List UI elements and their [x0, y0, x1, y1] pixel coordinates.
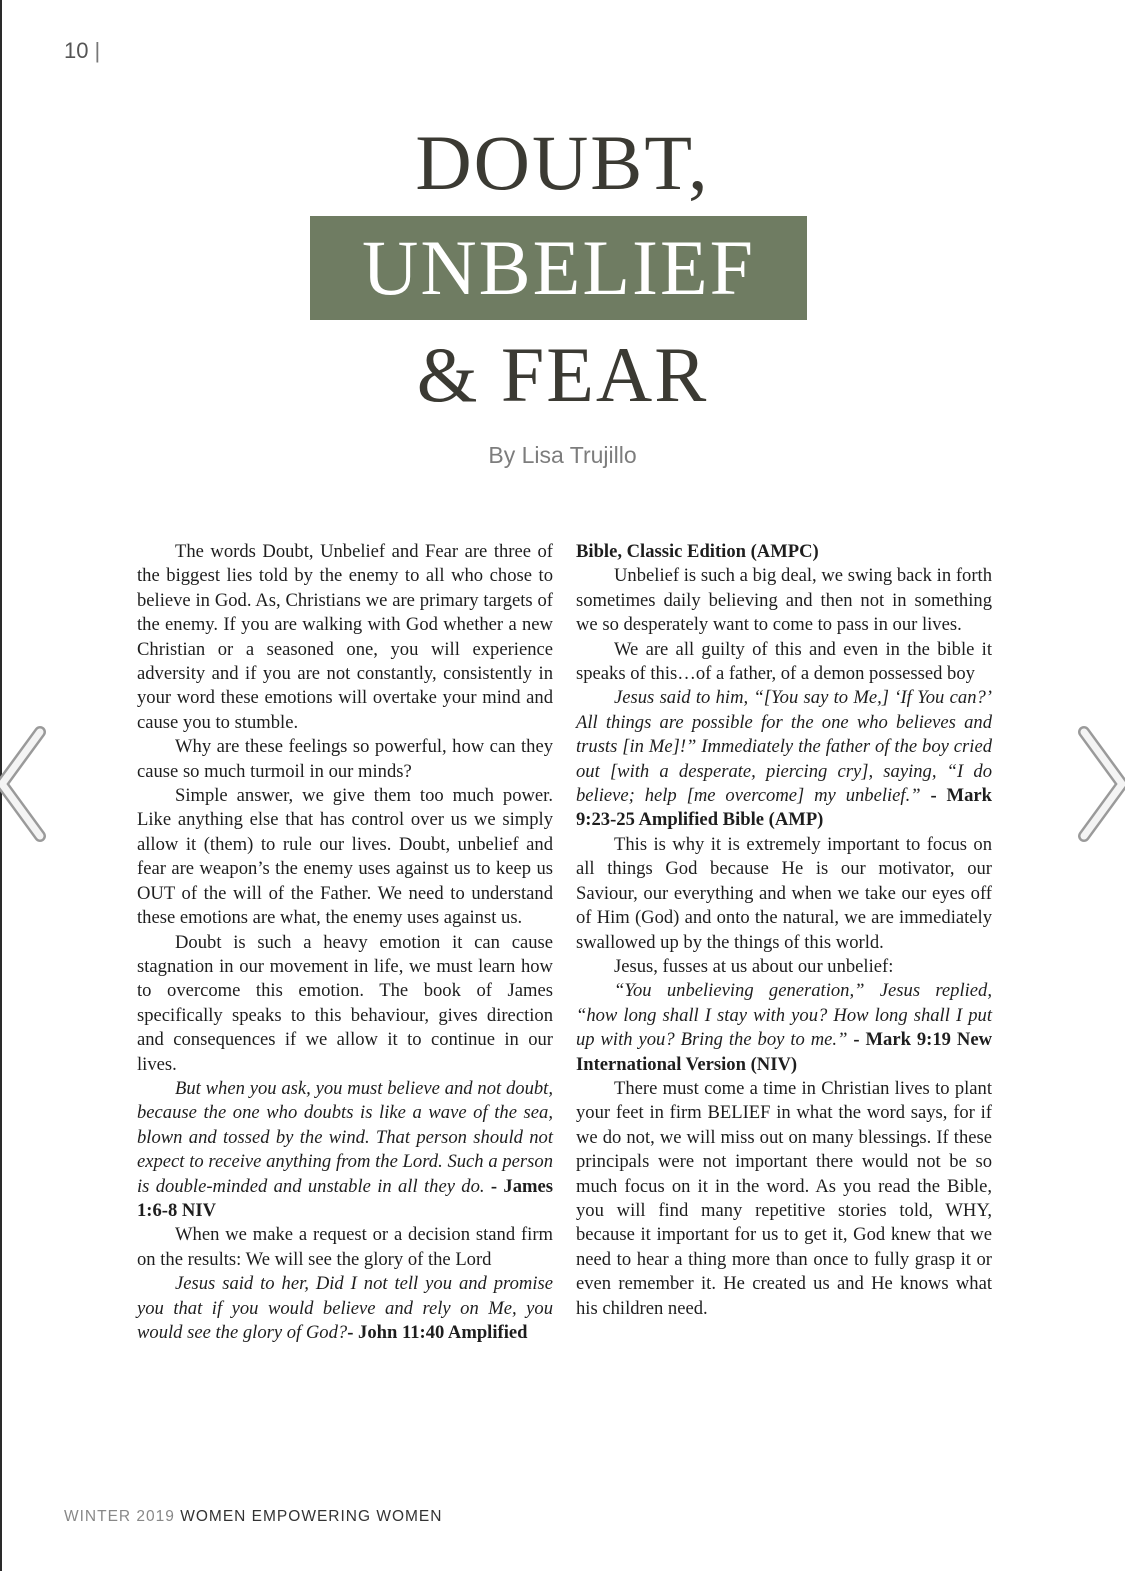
paragraph: This is why it is extremely important to focus on all things God because He is our motivator, our Saviour, our everything and when we take our eyes off of Him (God) and onto the natural, we are immediately swallowed up by the things of this world.: [576, 833, 992, 953]
page-number-value: 10: [64, 38, 89, 63]
article-column-right: [576, 540, 992, 1321]
article-title-line-2: UNBELIEF: [362, 224, 755, 311]
paragraph: Jesus, fusses at us about our unbelief:: [614, 955, 894, 977]
paragraph: When we make a request or a decision stand firm on the results: We will see the glory of the Lord: [137, 1224, 553, 1270]
quote-citation: - Mark 9:19 New International Version (NIV): [576, 1029, 992, 1075]
chevron-right-icon: [1070, 724, 1125, 844]
quote-citation: - Mark 9:23-25 Amplified Bible (AMP): [576, 785, 992, 831]
quote-text: Jesus said to her, Did I not tell you and promise you that if you would believe and rely on Me, you would see the glory of God?: [137, 1273, 553, 1343]
article-title-line-1: DOUBT,: [415, 119, 710, 206]
quote-citation: Bible, Classic Edition (AMPC): [576, 541, 819, 562]
quote-text: But when you ask, you must believe and not doubt, because the one who doubts is like a wave of the sea, blown and tossed by the wind. That person should not expect to receive anything from the Lord. Such a person is double-minded and unstable in all they do.: [137, 1077, 553, 1197]
page-number: [64, 38, 100, 64]
paragraph: Simple answer, we give them too much power. Like anything else that has control over us we simply allow it (them) to rule our lives. Doubt, unbelief and fear are weapon’s the enemy uses against us to keep us OUT of the will of the Father. We need to understand these emotions are what, the enemy uses against us.: [137, 785, 553, 929]
quote-text: “You unbelieving generation,” Jesus replied, “how long shall I stay with you? How long shall I put up with you? Bring the boy to me.”: [576, 980, 992, 1051]
chevron-left-icon: [0, 724, 54, 844]
quote-citation: - John 11:40 Amplified: [347, 1322, 528, 1343]
paragraph: The words Doubt, Unbelief and Fear are three of the biggest lies told by the enemy to all who chose to believe in God. As, Christians we are primary targets of the enemy. If you are walking with God whether a new Christian or a seasoned one, you will experience adversity and if you are not constantly, consistently in your word these emotions will overtake your mind and cause you to stumble.: [137, 541, 553, 733]
paragraph: Unbelief is such a big deal, we swing back in forth sometimes daily believing and then not in something we so desperately want to come to pass in our lives.: [576, 565, 992, 636]
quote-citation-continued: [576, 540, 992, 564]
scripture-quote: [137, 1077, 553, 1223]
page-number-separator: |: [94, 38, 101, 63]
author-byline: By Lisa Trujillo: [488, 442, 637, 468]
magazine-footer: [64, 1508, 442, 1526]
next-page-button[interactable]: [1070, 724, 1125, 844]
quote-citation: - James 1:6-8 NIV: [137, 1175, 553, 1221]
article-title-line-3: & FEAR: [416, 331, 709, 418]
footer-issue: WINTER 2019: [64, 1508, 181, 1525]
footer-magazine-name: WOMEN EMPOWERING WOMEN: [180, 1508, 443, 1525]
article-column-left: [137, 540, 553, 1345]
previous-page-button[interactable]: [0, 724, 54, 844]
paragraph: Why are these feelings so powerful, how can they cause so much turmoil in our minds?: [137, 736, 553, 782]
article-title-highlight-band: [310, 216, 807, 320]
scripture-quote: [576, 686, 992, 832]
paragraph: There must come a time in Christian lives to plant your feet in firm BELIEF in what the word says, for if we do not, we will miss out on many blessings. If these principals were not important there would not be so much focus on it in the word. As you read the Bible, you will find many repetitive stories told, WHY, because it important for us to get it, God knew that we need to hear a thing more than once to fully grasp it or even remember it. He created us and He knows what his children need.: [576, 1077, 992, 1319]
scripture-quote: [576, 979, 992, 1077]
paragraph: We are all guilty of this and even in the bible it speaks of this…of a father, of a demon possessed boy: [576, 638, 992, 685]
scripture-quote: [137, 1272, 553, 1345]
quote-text: Jesus said to him, “[You say to Me,] ‘If You can?’ All things are possible for the one who believes and trusts [in Me]!” Immediately the father of the boy cried out [with a desperate, piercing cry], saying, “I do believe; help [me overcome] my unbelief.”: [576, 687, 992, 807]
paragraph: Doubt is such a heavy emotion it can cause stagnation in our movement in life, we must learn how to overcome this emotion. The book of James specifically speaks to this behaviour, gives direction and consequences if we allow it to continue in our lives.: [137, 931, 553, 1075]
